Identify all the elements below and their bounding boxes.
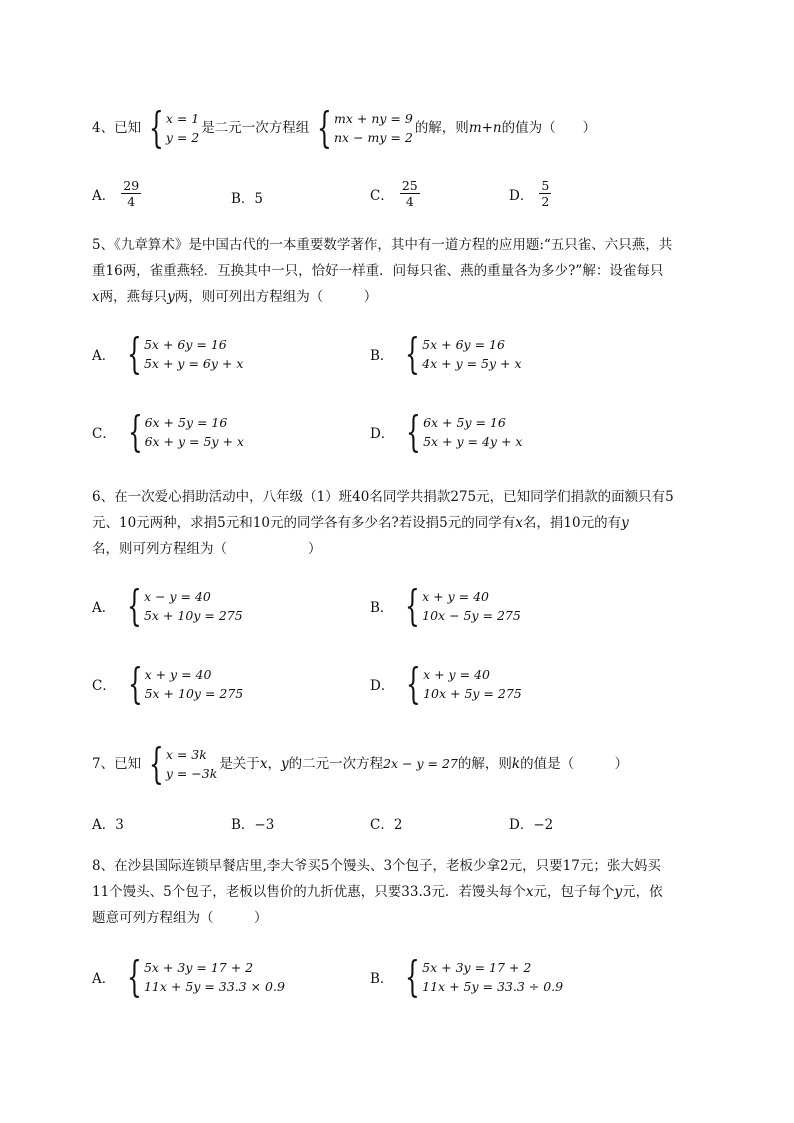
- option-a[interactable]: A． { 5x + 6y = 16 5x + y = 6y + x: [92, 329, 244, 378]
- option-a[interactable]: A． $\frac{29}{4}$: [92, 178, 140, 209]
- option-a[interactable]: A． { 5x + 3y = 17 + 2 11x + 5y = 33.3 × 0.9: [92, 952, 285, 1001]
- system-equations: { mx + ny = 9 nx − my = 2: [317, 103, 413, 152]
- option-d[interactable]: D．−2: [509, 817, 554, 833]
- option-d[interactable]: D． { 6x + 5y = 16 5x + y = 4y + x: [370, 407, 523, 456]
- system-given-solution: { x = 1 y = 2: [149, 103, 200, 152]
- question-6-stem: 6、在一次爱心捐助活动中，八年级（1）班40名同学共捐款275元，已知同学们捐款的面额只有5 元、10元两种，求捐5元和10元的同学各有多少名?若设捐5元的同学有x名，捐10元的有y 名，则可列方程组为（ ）: [92, 489, 674, 557]
- option-c[interactable]: C． { 6x + 5y = 16 6x + y = 5y + x: [92, 407, 244, 456]
- question-5-stem: 5、《九章算术》是中国古代的一本重要数学著作，其中有一道方程的应用题:“五只雀、六只燕，共 重16两，雀重燕轻．互换其中一只，恰好一样重．问每只雀、燕的重量各为多少?”解：设雀每只 x两，燕每只y两，则可列出方程组为（ ）: [92, 237, 673, 305]
- option-a[interactable]: A． { x − y = 40 5x + 10y = 275: [92, 581, 243, 630]
- option-d[interactable]: D． { x + y = 40 10x + 5y = 275: [370, 659, 522, 708]
- option-b[interactable]: B． { 5x + 6y = 16 4x + y = 5y + x: [370, 329, 522, 378]
- option-b[interactable]: B． { 5x + 3y = 17 + 2 11x + 5y = 33.3 ÷ 0.9: [370, 952, 564, 1001]
- option-c[interactable]: C． $\frac{25}{4}$: [370, 178, 418, 209]
- question-7-stem: 7、已知 { x = 3k y = −3k 是关于 x ， y 的二元一次方程 2x − y = 27 的解，则 k 的值是（ ）: [92, 739, 629, 788]
- option-c[interactable]: C． { x + y = 40 5x + 10y = 275: [92, 659, 244, 708]
- question-8-stem: 8、在沙县国际连锁早餐店里,李大爷买5个馒头、3个包子，老板少拿2元，只要17元；张大妈买 11个馒头、5个包子，老板以售价的九折优惠，只要33.3元．若馒头每个x元，包子每个y元，依 题意可列方程组为（ ）: [92, 858, 663, 926]
- option-d[interactable]: D． $\frac{5}{2}$: [509, 178, 550, 209]
- option-a[interactable]: A．3: [92, 817, 124, 833]
- question-4-stem: 4、已知 { x = 1 y = 2 是二元一次方程组 { mx + ny = 9 nx − my = 2 的解，则 m+n 的值为（ ）: [92, 103, 597, 152]
- option-b[interactable]: B． { x + y = 40 10x − 5y = 275: [370, 581, 521, 630]
- option-c[interactable]: C．2: [370, 817, 403, 833]
- option-b[interactable]: B．5: [231, 191, 264, 207]
- option-b[interactable]: B．−3: [231, 817, 275, 833]
